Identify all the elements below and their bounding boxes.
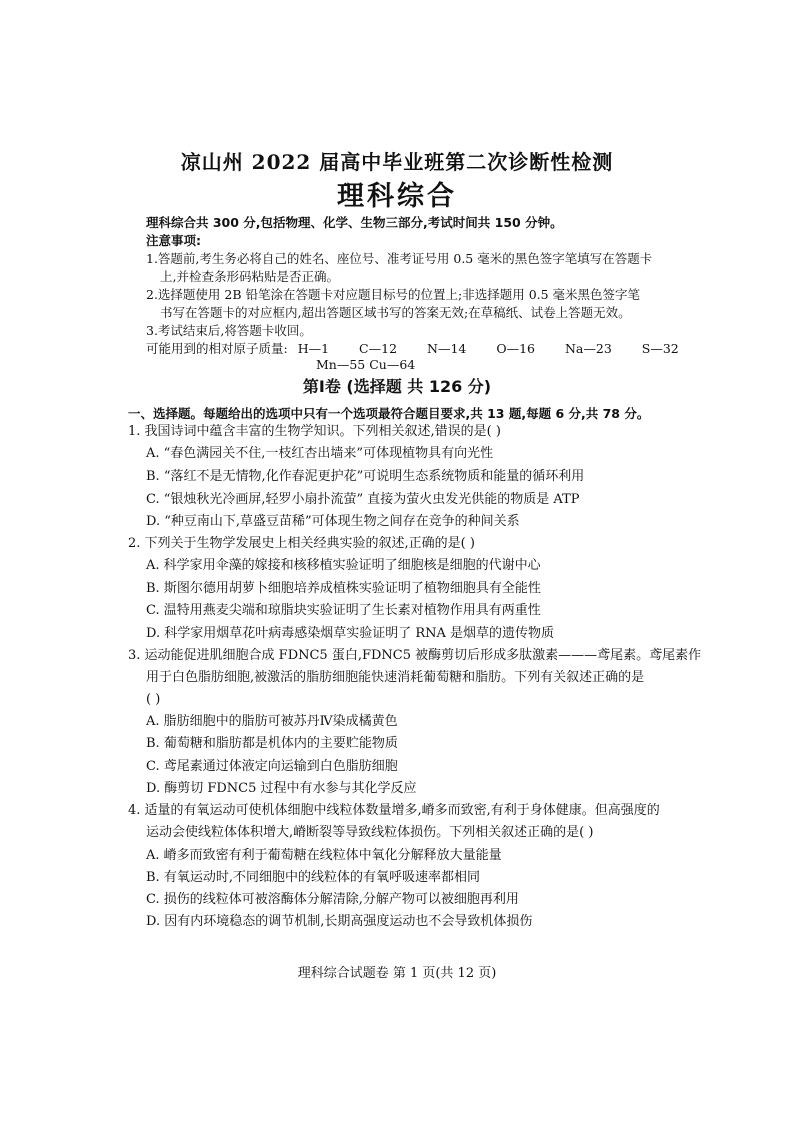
question-2-option-b: B. 斯图尔德用胡萝卜细胞培养成植株实验证明了植物细胞具有全能性 <box>146 581 541 596</box>
atom-mass: O—16 <box>496 341 535 356</box>
exam-intro: 理科综合共 300 分,包括物理、化学、生物三部分,考试时间共 150 分钟。 <box>146 215 563 230</box>
question-3-option-a: A. 脂肪细胞中的脂肪可被苏丹Ⅳ染成橘黄色 <box>146 714 398 729</box>
atom-mass: H—1 <box>297 341 330 356</box>
notes-heading: 注意事项: <box>146 233 201 248</box>
question-4-option-b: B. 有氧运动时,不同细胞中的线粒体的有氧呼吸速率都相同 <box>146 870 480 885</box>
question-3-stem: 3. 运动能促进肌细胞合成 FDNC5 蛋白,FDNC5 被酶剪切后形成多肽激素———鸢尾素。鸢尾素作 <box>128 648 702 663</box>
question-2-option-c: C. 温特用燕麦尖端和琼脂块实验证明了生长素对植物作用具有两重性 <box>146 603 541 618</box>
subject-title: 理科综合 <box>337 181 457 212</box>
question-1-option-b: B. “落红不是无情物,化作春泥更护花”可说明生态系统物质和能量的循环利用 <box>146 469 585 484</box>
question-3-stem-paren: ( ) <box>146 692 161 707</box>
note-item-2-cont: 书写在答题卡的对应框内,超出答题区域书写的答案无效;在草稿纸、试卷上答题无效。 <box>160 305 631 320</box>
page-footer: 理科综合试题卷 第 1 页(共 12 页) <box>297 966 497 981</box>
question-4-option-d: D. 因有内环境稳态的调节机制,长期高强度运动也不会导致机体损伤 <box>146 914 533 929</box>
question-1-stem: 1. 我国诗词中蕴含丰富的生物学知识。下列相关叙述,错误的是( ) <box>128 424 501 439</box>
question-2-option-d: D. 科学家用烟草花叶病毒感染烟草实验证明了 RNA 是烟草的遗传物质 <box>146 626 555 641</box>
question-3-option-b: B. 葡萄糖和脂肪都是机体内的主要贮能物质 <box>146 736 398 751</box>
question-4-option-c: C. 损伤的线粒体可被溶酶体分解清除,分解产物可以被细胞再利用 <box>146 892 519 907</box>
note-item-1-cont: 上,并检查条形码粘贴是否正确。 <box>160 269 339 284</box>
question-3-option-c: C. 鸢尾素通过体液定向运输到白色脂肪细胞 <box>146 759 398 774</box>
question-1-option-c: C. “银烛秋光冷画屏,轻罗小扇扑流萤” 直接为萤火虫发光供能的物质是 ATP <box>146 492 580 507</box>
atomic-masses-cont: Mn—55 Cu—64 <box>316 357 416 372</box>
question-2-option-a: A. 科学家用伞藻的嫁接和核移植实验证明了细胞核是细胞的代谢中心 <box>146 558 541 573</box>
note-item-3: 3.考试结束后,将答题卡收回。 <box>146 323 312 338</box>
question-3-option-d: D. 酶剪切 FDNC5 过程中有水参与其化学反应 <box>146 781 417 796</box>
section-title: 第Ⅰ卷 (选择题 共 126 分) <box>302 377 492 396</box>
exam-title: 凉山州 2022 届高中毕业班第二次诊断性检测 <box>180 150 614 174</box>
atom-mass: C—12 <box>359 341 398 356</box>
note-item-2: 2.选择题使用 2B 铅笔涂在答题卡对应题目标号的位置上;非选择题用 0.5 毫米黑色签字笔 <box>146 287 641 302</box>
question-1-option-d: D. “种豆南山下,草盛豆苗稀”可体现生物之间存在竞争的种间关系 <box>146 514 520 529</box>
question-3-stem-cont: 用于白色脂肪细胞,被激活的脂肪细胞能快速消耗葡萄糖和脂肪。下列有关叙述正确的是 <box>146 670 645 685</box>
question-2-stem: 2. 下列关于生物学发展史上相关经典实验的叙述,正确的是( ) <box>128 536 475 551</box>
atom-mass: S—32 <box>641 341 679 356</box>
question-1-option-a: A. “春色满园关不住,一枝红杏出墙来”可体现植物具有向光性 <box>146 446 494 461</box>
question-4-stem: 4. 适量的有氧运动可使机体细胞中线粒体数量增多,嵴多而致密,有利于身体健康。但高强度的 <box>128 803 660 818</box>
atomic-masses <box>146 340 705 358</box>
atom-mass: Na—23 <box>564 341 612 356</box>
atom-mass: N—14 <box>427 341 467 356</box>
note-item-1: 1.答题前,考生务必将自己的姓名、座位号、准考证号用 0.5 毫米的黑色签字笔填写在答题卡 <box>146 251 653 266</box>
atomic-masses-label: 可能用到的相对原子质量: <box>146 341 288 356</box>
question-4-stem-cont: 运动会使线粒体体积增大,嵴断裂等导致线粒体损伤。下列相关叙述正确的是( ) <box>146 825 594 840</box>
section-instruction: 一、选择题。每题给出的选项中只有一个选项最符合题目要求,共 13 题,每题 6 分,共 78 分。 <box>128 406 650 421</box>
question-4-option-a: A. 嵴多而致密有利于葡萄糖在线粒体中氧化分解释放大量能量 <box>146 848 502 863</box>
